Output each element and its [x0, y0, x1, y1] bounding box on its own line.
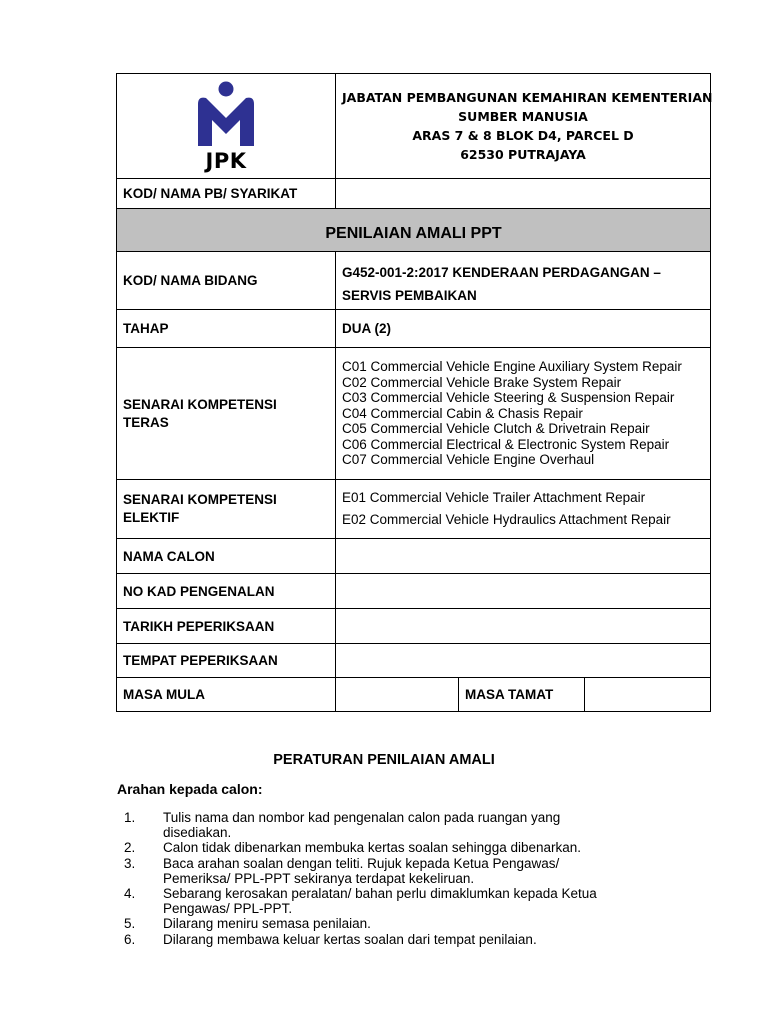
- tempat-field[interactable]: [336, 644, 711, 678]
- jpk-logo-mark: [195, 80, 257, 150]
- header-row: [117, 74, 711, 179]
- rule-number: 1.: [124, 810, 136, 825]
- nama-calon-label: NAMA CALON: [117, 539, 336, 574]
- tempat-label: TEMPAT PEPERIKSAAN: [117, 644, 336, 678]
- bidang-value: [336, 252, 711, 310]
- teras-label: [117, 348, 336, 480]
- teras-item: C01 Commercial Vehicle Engine Auxiliary System Repair: [342, 359, 682, 375]
- rule-item: [124, 840, 644, 855]
- tarikh-row: [117, 609, 711, 644]
- elektif-label-line: SENARAI KOMPETENSI: [123, 492, 277, 507]
- title-row: [117, 209, 711, 252]
- rule-text: Tulis nama dan nombor kad pengenalan calon pada ruangan yang: [163, 810, 561, 825]
- kod-pb-label: KOD/ NAMA PB/ SYARIKAT: [117, 179, 336, 209]
- jpk-logo: [123, 80, 329, 173]
- tarikh-label: TARIKH PEPERIKSAAN: [117, 609, 336, 644]
- rule-text: disediakan.: [163, 825, 232, 841]
- tarikh-field[interactable]: [336, 609, 711, 644]
- tahap-row: [117, 310, 711, 348]
- rule-text: Baca arahan soalan dengan teliti. Rujuk kepada Ketua Pengawas/: [163, 855, 560, 871]
- rule-text: Sebarang kerosakan peralatan/ bahan perlu dimaklumkan kepada Ketua: [163, 886, 597, 902]
- instructions-heading: Arahan kepada calon:: [117, 781, 263, 797]
- no-kad-field[interactable]: [336, 574, 711, 609]
- no-kad-label: NO KAD PENGENALAN: [117, 574, 336, 609]
- teras-list: [336, 348, 711, 480]
- org-line: SUMBER MANUSIA: [458, 109, 588, 124]
- kod-pb-row: [117, 179, 711, 209]
- tempat-row: [117, 644, 711, 678]
- bidang-row: [117, 252, 711, 310]
- rule-number: 2.: [124, 840, 136, 856]
- teras-item: C02 Commercial Vehicle Brake System Repair: [342, 374, 622, 390]
- teras-item: C03 Commercial Vehicle Steering & Suspension Repair: [342, 390, 675, 406]
- masa-mula-label: MASA MULA: [117, 678, 336, 712]
- teras-item: C04 Commercial Cabin & Chasis Repair: [342, 405, 583, 421]
- no-kad-row: [117, 574, 711, 609]
- rule-item: [124, 916, 644, 931]
- org-line: 62530 PUTRAJAYA: [460, 147, 586, 162]
- tahap-label: TAHAP: [117, 310, 336, 348]
- nama-calon-field[interactable]: [336, 539, 711, 574]
- rule-text: Pengawas/ PPL-PPT.: [163, 901, 293, 917]
- rule-text: Pemeriksa/ PPL-PPT sekiranya terdapat kekeliruan.: [163, 870, 475, 886]
- rule-number: 5.: [124, 916, 136, 932]
- form-title: PENILAIAN AMALI PPT: [117, 209, 711, 252]
- organization-address: [336, 74, 711, 179]
- rule-number: 4.: [124, 886, 136, 902]
- rule-text: Dilarang meniru semasa penilaian.: [163, 916, 371, 932]
- kod-pb-field[interactable]: [336, 179, 711, 209]
- rules-title: PERATURAN PENILAIAN AMALI: [273, 752, 495, 768]
- elektif-label: [117, 480, 336, 539]
- bidang-value-line: SERVIS PEMBAIKAN: [342, 287, 477, 303]
- rule-text: Calon tidak dibenarkan membuka kertas soalan sehingga dibenarkan.: [163, 840, 582, 856]
- masa-row: [117, 678, 711, 712]
- elektif-label-line: ELEKTIF: [123, 510, 180, 525]
- logo-text: JPK: [205, 148, 247, 173]
- teras-row: [117, 348, 711, 480]
- rule-item: [124, 856, 644, 886]
- rule-item: [124, 886, 644, 916]
- teras-item: C05 Commercial Vehicle Clutch & Drivetrain Repair: [342, 421, 650, 437]
- elektif-item: E01 Commercial Vehicle Trailer Attachment Repair: [342, 490, 646, 505]
- teras-item: C07 Commercial Vehicle Engine Overhaul: [342, 452, 595, 468]
- teras-label-line: TERAS: [123, 414, 169, 430]
- org-line: ARAS 7 & 8 BLOK D4, PARCEL D: [412, 128, 634, 143]
- bidang-value-line: G452-001-2:2017 KENDERAAN PERDAGANGAN –: [342, 264, 661, 280]
- elektif-row: [117, 480, 711, 539]
- tahap-value: DUA (2): [336, 310, 711, 348]
- rules-list: [124, 810, 644, 947]
- nama-calon-row: [117, 539, 711, 574]
- org-line: JABATAN PEMBANGUNAN KEMAHIRAN KEMENTERIAN: [342, 90, 713, 105]
- elektif-list: [336, 480, 711, 539]
- masa-tamat-label: MASA TAMAT: [459, 678, 585, 712]
- rule-number: 6.: [124, 931, 136, 947]
- rule-text: Dilarang membawa keluar kertas soalan dari tempat penilaian.: [163, 931, 537, 947]
- logo-cell: [117, 74, 336, 179]
- rule-item: [124, 932, 644, 947]
- masa-tamat-field[interactable]: [585, 678, 711, 712]
- bidang-label: KOD/ NAMA BIDANG: [117, 252, 336, 310]
- assessment-form-table: [116, 73, 711, 712]
- masa-mula-field[interactable]: [336, 678, 459, 712]
- rule-item: [124, 810, 644, 840]
- rule-number: 3.: [124, 855, 136, 871]
- elektif-item: E02 Commercial Vehicle Hydraulics Attachment Repair: [342, 512, 671, 527]
- teras-label-line: SENARAI KOMPETENSI: [123, 396, 277, 412]
- teras-item: C06 Commercial Electrical & Electronic System Repair: [342, 436, 670, 452]
